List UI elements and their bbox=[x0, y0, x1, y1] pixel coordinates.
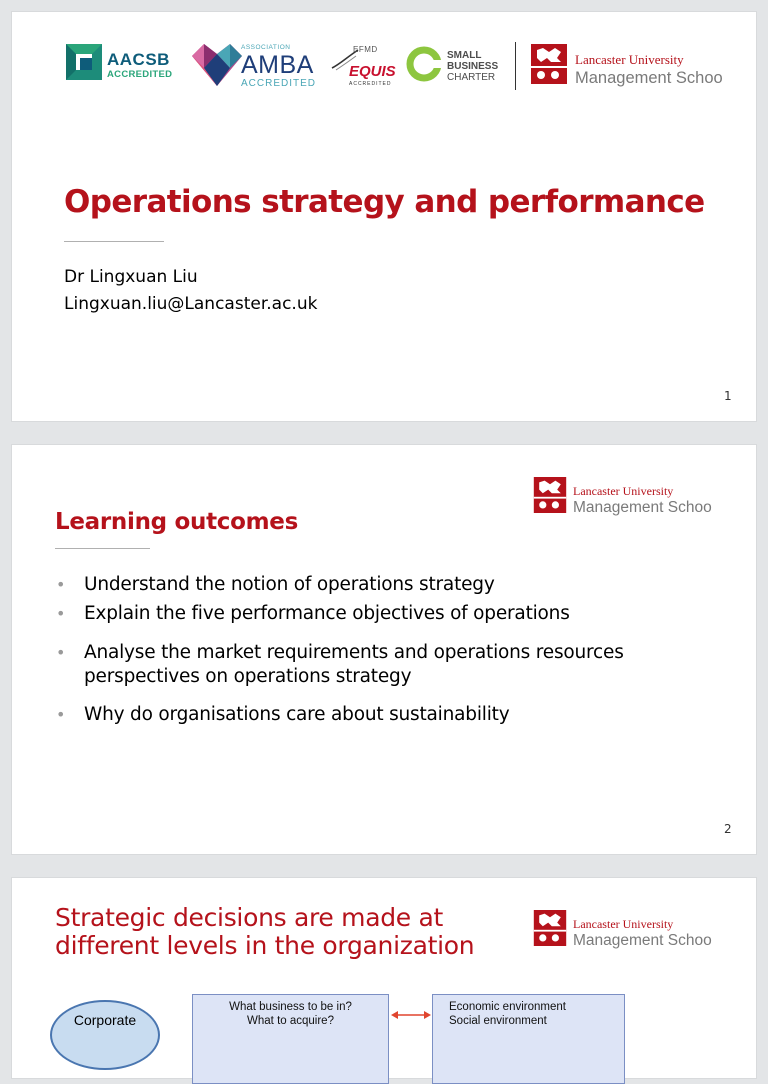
efmd-label: EFMD bbox=[353, 45, 378, 54]
slide-1[interactable] bbox=[12, 12, 756, 421]
amba-association: ASSOCIATION bbox=[241, 44, 291, 51]
lancaster-university-name: Lancaster University bbox=[575, 52, 684, 67]
slide-title bbox=[55, 904, 474, 960]
lancaster-school-name: Management Schoo bbox=[573, 499, 712, 516]
list-item bbox=[56, 641, 736, 689]
list-item bbox=[56, 573, 736, 597]
business-questions-box bbox=[192, 994, 389, 1084]
lancaster-university-name: Lancaster University bbox=[573, 917, 674, 931]
box-line: What to acquire? bbox=[247, 1015, 334, 1027]
author-email[interactable]: Lingxuan.liu@Lancaster.ac.uk bbox=[64, 294, 318, 314]
lancaster-university-name: Lancaster University bbox=[573, 484, 674, 498]
sbc-line1: SMALL bbox=[447, 50, 482, 61]
box-line: Economic environment bbox=[449, 1001, 566, 1013]
title-underline bbox=[64, 241, 164, 242]
slide-3[interactable] bbox=[12, 878, 756, 1078]
list-item-text: Why do organisations care about sustainability bbox=[84, 704, 510, 725]
bullet-dot-icon: • bbox=[56, 575, 66, 594]
page-number: 2 bbox=[724, 822, 732, 836]
slide-title: Learning outcomes bbox=[55, 509, 298, 535]
lancaster-school-name: Management Schoo bbox=[573, 932, 712, 949]
aacsb-name: AACSB bbox=[107, 50, 170, 69]
author-block bbox=[64, 264, 317, 318]
aacsb-logo-icon bbox=[66, 44, 102, 80]
double-arrow-icon bbox=[391, 1009, 431, 1021]
page-number: 1 bbox=[724, 389, 732, 403]
logo-divider bbox=[515, 42, 516, 90]
equis-name: EQUIS bbox=[349, 63, 396, 80]
list-item-text: Analyse the market requirements and operations resources bbox=[84, 642, 624, 663]
list-item-text: Understand the notion of operations strategy bbox=[84, 574, 495, 595]
lancaster-crest-icon bbox=[531, 44, 567, 84]
bullet-dot-icon: • bbox=[56, 604, 66, 623]
amba-sub: ACCREDITED bbox=[241, 78, 317, 89]
slide-2[interactable] bbox=[12, 445, 756, 854]
slide-title: Operations strategy and performance bbox=[64, 184, 705, 220]
environment-box bbox=[432, 994, 625, 1084]
corporate-oval bbox=[50, 1000, 160, 1070]
list-item-text: Explain the five performance objectives of operations bbox=[84, 603, 570, 624]
oval-label: Corporate bbox=[73, 1012, 137, 1028]
list-item bbox=[56, 703, 736, 727]
box-line: Social environment bbox=[449, 1015, 547, 1027]
bullet-dot-icon: • bbox=[56, 705, 66, 724]
sbc-ring-icon bbox=[406, 46, 442, 82]
bullet-dot-icon: • bbox=[56, 643, 66, 662]
equis-sub: ACCREDITED bbox=[349, 81, 392, 87]
lancaster-school-name: Management Schoo bbox=[575, 69, 723, 87]
lancaster-crest-icon bbox=[533, 477, 567, 513]
accreditation-logos bbox=[66, 42, 726, 92]
aacsb-sub: ACCREDITED bbox=[107, 69, 173, 80]
sbc-line2: BUSINESS bbox=[447, 61, 499, 72]
list-item-text-continued: perspectives on operations strategy bbox=[84, 666, 412, 687]
box-line: What business to be in? bbox=[229, 1001, 352, 1013]
sbc-text bbox=[447, 50, 498, 83]
amba-heart-icon bbox=[192, 44, 242, 88]
title-underline bbox=[55, 548, 150, 549]
sbc-line3: CHARTER bbox=[447, 72, 496, 83]
slide-title-line2: different levels in the organization bbox=[55, 931, 475, 960]
lancaster-crest-icon bbox=[533, 910, 567, 946]
list-item bbox=[56, 602, 736, 626]
amba-name: AMBA bbox=[241, 51, 314, 79]
slide-title-line1: Strategic decisions are made at bbox=[55, 903, 444, 932]
author-name: Dr Lingxuan Liu bbox=[64, 267, 198, 287]
